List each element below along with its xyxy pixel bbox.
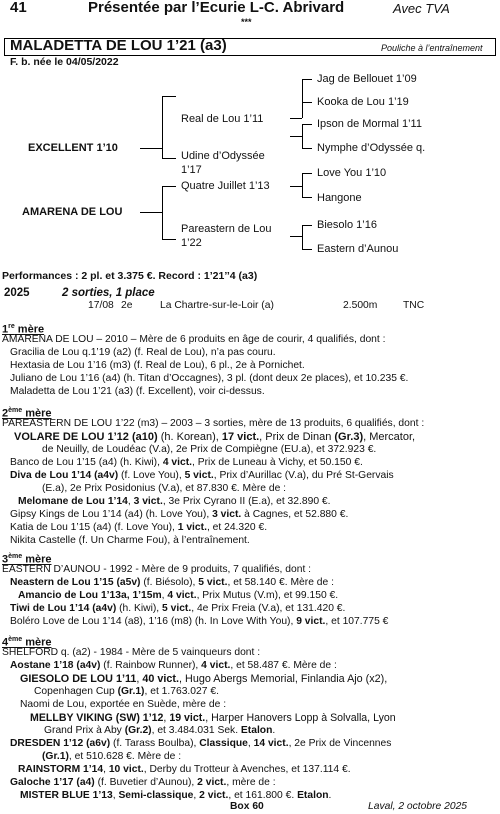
race-date: 17/08 (88, 300, 114, 311)
bracket-line (162, 239, 176, 240)
pedigree-dam: AMARENA DE LOU (22, 206, 123, 218)
text-line: Banco de Lou 1’15 (a4) (h. Kiwi), 4 vict., Prix de Luneau à Vichy, et 50.150 €. (10, 457, 363, 468)
perf-season: 2 sorties, 1 place (62, 287, 155, 299)
text-line: Copenhagen Cup (Gr.1), et 1.763.027 €. (34, 686, 219, 697)
text-line: Melomane de Lou 1’14, 3 vict., 3e Prix Cyrano II (E.a), et 32.890 €. (18, 496, 331, 507)
text-line: Hextasia de Lou 1’16 (m3) (f. Real de Lou), 6 pl., 2e à Pornichet. (10, 360, 305, 371)
bracket-line (302, 124, 303, 148)
bracket-line (290, 118, 302, 119)
bracket-line (162, 158, 176, 159)
presenter-title: Présentée par l’Ecurie L-C. Abrivard (88, 0, 345, 16)
bracket-line (302, 79, 312, 80)
text-line: (Gr.1), et 510.628 €. Mère de : (42, 751, 182, 762)
text-line: Aostane 1’18 (a4v) (f. Rainbow Runner), 4 vict., et 58.487 €. Mère de : (10, 660, 337, 671)
text-line: Gipsy Kings de Lou 1’14 (a4) (h. Love You), 3 vict. à Cagnes, et 52.880 €. (10, 509, 349, 520)
performances-summary: Performances : 2 pl. et 3.375 €. Record : 1’21’’4 (a3) (2, 270, 258, 282)
horse-name: MALADETTA DE LOU 1’21 (a3) (10, 37, 227, 54)
text-line: Galoche 1’17 (a4) (f. Buvetier d’Aunou), 2 vict., mère de : (10, 777, 276, 788)
box-number: Box 60 (230, 801, 264, 812)
pedigree-gp: 1’17 (181, 164, 202, 176)
section-3eme-mere: 3ème mère (2, 553, 52, 566)
perf-year: 2025 (4, 287, 30, 299)
text-line: GIESOLO DE LOU 1’11, 40 vict., Hugo Abergs Memorial, Finlandia Ajo (x2), (20, 673, 388, 685)
text-line: VOLARE DE LOU 1’12 (a10) (h. Korean), 17 vict., Prix de Dinan (Gr.3), Mercator, (14, 431, 416, 443)
text-line: EASTERN D’AUNOU - 1992 - Mère de 9 produits, 7 qualifiés, dont : (2, 564, 312, 575)
section-4eme-mere: 4ème mère (2, 636, 52, 649)
pedigree-gp: 1’22 (181, 237, 202, 249)
pedigree-sire: EXCELLENT 1’10 (28, 142, 118, 154)
bracket-line (302, 90, 303, 118)
bracket-line (162, 186, 176, 187)
text-line: RAINSTORM 1’14, 10 vict., Derby du Trotteur à Avenches, et 137.114 €. (18, 764, 351, 775)
pedigree-ggp: Eastern d’Aunou (317, 243, 399, 255)
pedigree-gp: Pareastern de Lou (181, 223, 272, 235)
bracket-line (140, 148, 162, 149)
horse-status: Pouliche à l’entraînement (381, 43, 483, 53)
text-line: DRESDEN 1’12 (a6v) (f. Tarass Boulba), Classique, 14 vict., 2e Prix de Vincennes (10, 738, 392, 749)
bracket-line (140, 212, 162, 213)
bracket-line (302, 197, 312, 198)
text-line: PAREASTERN DE LOU 1’22 (m3) – 2003 – 3 sorties, mère de 13 produits, 6 qualifiés, dont : (2, 418, 425, 429)
pedigree-ggp: Love You 1’10 (317, 167, 387, 179)
text-line: MELLBY VIKING (SW) 1’12, 19 vict., Harper Hanovers Lopp à Solvalla, Lyon (30, 712, 396, 724)
race-distance: 2.500m (343, 300, 378, 311)
text-line: Neastern de Lou 1’15 (a5v) (f. Biésolo), 5 vict., et 58.140 €. Mère de : (10, 577, 334, 588)
place-date: Laval, 2 octobre 2025 (368, 801, 468, 812)
pedigree-gp: Real de Lou 1’11 (181, 113, 264, 125)
text-line: Boléro Love de Lou 1’14 (a8), 1’16 (m8) (h. In Love With You), 9 vict., et 107.775 € (10, 616, 389, 627)
text-line: Diva de Lou 1’14 (a4v) (f. Love You), 5 vict., Prix d’Aurillac (V.a), du Pré St-Gervais (10, 470, 394, 481)
race-track: La Chartre-sur-le-Loir (a) (160, 300, 274, 311)
text-line: Maladetta de Lou 1’21 (a3) (f. Excellent), voir ci-dessus. (10, 386, 265, 397)
bracket-line (302, 124, 312, 125)
race-type: TNC (403, 300, 425, 311)
bracket-line (302, 102, 312, 103)
bracket-line (162, 186, 163, 240)
text-line: MISTER BLUE 1’13, Semi-classique, 2 vict., et 161.800 €. Etalon. (20, 790, 332, 801)
pedigree-ggp: Hangone (317, 192, 362, 204)
text-line: de Neuilly, de Loudéac (V.a), 2e Prix de Compiègne (EU.a), et 372.923 €. (42, 444, 377, 455)
text-line: Juliano de Lou 1’16 (a4) (h. Titan d’Occagnes), 3 pl. (dont deux 2e places), et 10.235 €. (10, 373, 409, 384)
bracket-line (290, 186, 302, 187)
pedigree-ggp: Nymphe d’Odyssée q. (317, 142, 426, 154)
text-line: Grand Prix à Aby (Gr.2), et 3.484.031 Sek. Etalon. (44, 725, 276, 736)
bracket-line (302, 225, 312, 226)
race-place: 2e (121, 300, 133, 311)
pedigree-gp: Quatre Juillet 1’13 (181, 180, 270, 192)
bracket-line (290, 236, 302, 237)
pedigree-gp: Udine d’Odyssée (181, 150, 265, 162)
pedigree-ggp: Biesolo 1’16 (317, 219, 377, 231)
birth-info: F. b. née le 04/05/2022 (10, 56, 119, 68)
text-line: Nikita Castelle (f. Un Charme Fou), à l’entraînement. (10, 535, 250, 546)
pedigree-ggp: Kooka de Lou 1’19 (317, 96, 409, 108)
stars-mark: *** (241, 17, 252, 27)
text-line: Tiwi de Lou 1’14 (a4v) (h. Kiwi), 5 vict., 4e Prix Freia (V.a), et 131.420 €. (10, 603, 346, 614)
bracket-line (162, 96, 176, 97)
bracket-line (302, 173, 303, 198)
bracket-line (302, 249, 312, 250)
vat-note: Avec TVA (393, 1, 450, 16)
bracket-line (302, 225, 303, 250)
bracket-line (162, 96, 163, 159)
text-line: (E.a), 2e Prix Posidonius (V.a), et 87.830 €. Mère de : (42, 483, 287, 494)
section-1re-mere: 1re mère (2, 323, 45, 336)
bracket-line (302, 148, 312, 149)
section-2eme-mere: 2ème mère (2, 407, 52, 420)
bracket-line (290, 136, 302, 137)
text-line: AMARENA DE LOU – 2010 – Mère de 6 produits en âge de courir, 4 qualifiés, dont : (2, 334, 386, 345)
text-line: Naomi de Lou, exportée en Suède, mère de : (20, 699, 227, 710)
pedigree-ggp: Jag de Bellouet 1’09 (317, 73, 417, 85)
text-line: Amancio de Lou 1’13a, 1’15m, 4 vict., Prix Mutus (V.m), et 99.150 €. (18, 590, 339, 601)
text-line: SHELFORD q. (a2) - 1984 - Mère de 5 vainqueurs dont : (2, 647, 261, 658)
text-line: Katia de Lou 1’15 (a4) (f. Love You), 1 vict., et 24.320 €. (10, 522, 268, 533)
pedigree-ggp: Ipson de Mormal 1’11 (317, 118, 422, 130)
bracket-line (302, 173, 312, 174)
text-line: Gracilia de Lou q.1’19 (a2) (f. Real de Lou), n’a pas couru. (10, 347, 276, 358)
lot-number: 41 (10, 0, 27, 16)
